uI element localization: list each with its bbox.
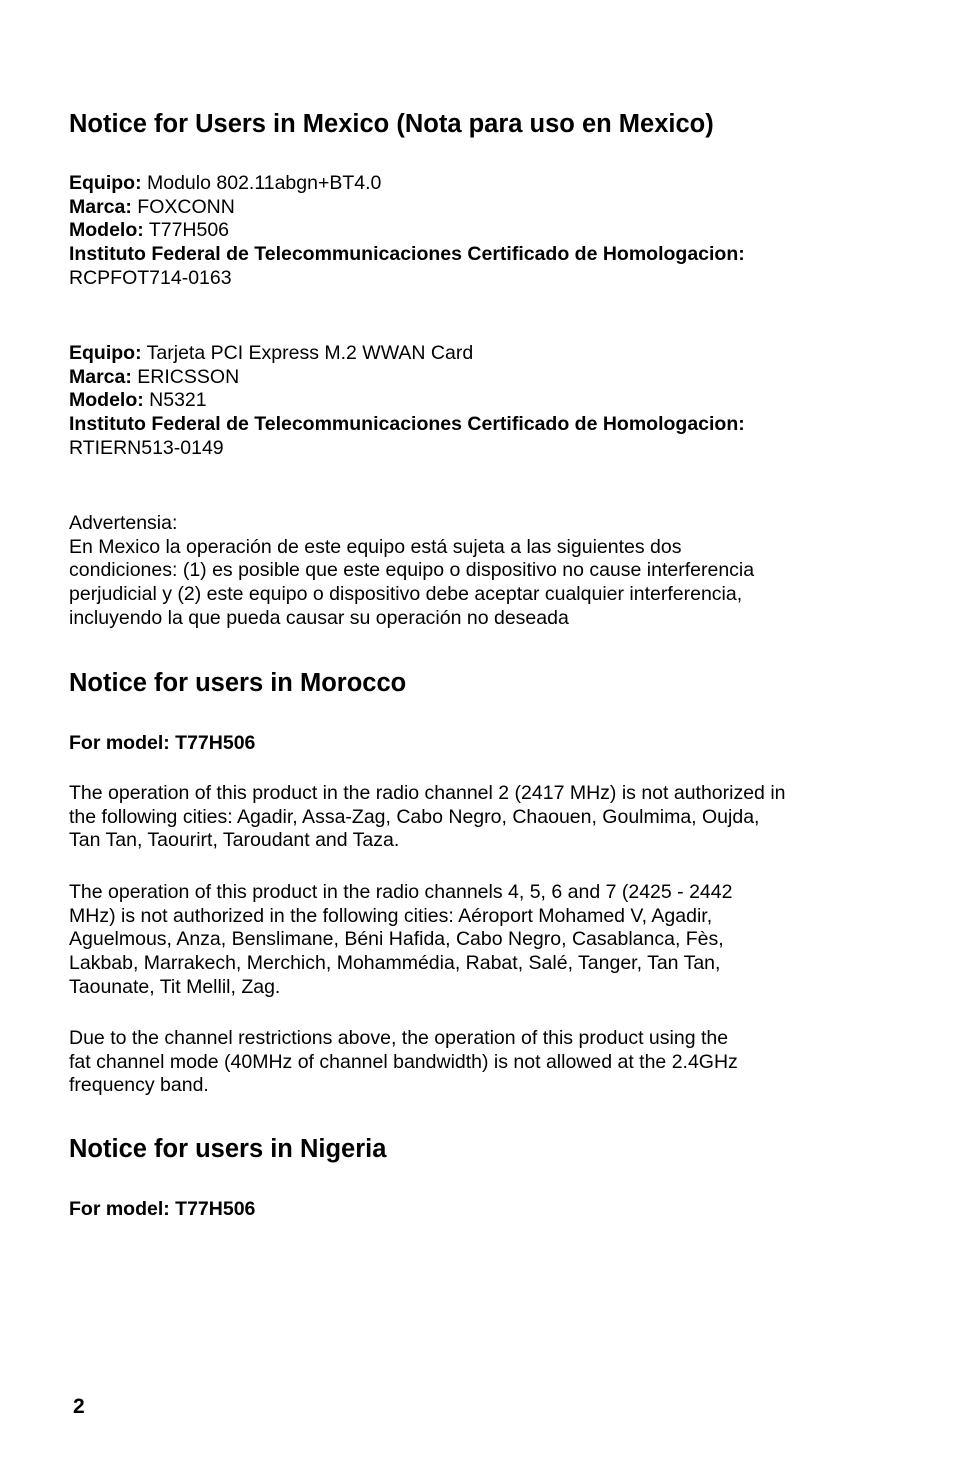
paragraph-line: fat channel mode (40MHz of channel bandwidth) is not allowed at the 2.4GHz bbox=[69, 1050, 738, 1073]
paragraph-line: Lakbab, Marrakech, Merchich, Mohammédia, Rabat, Salé, Tanger, Tan Tan, bbox=[69, 952, 721, 975]
nigeria-model-label: For model: T77H506 bbox=[69, 1198, 256, 1220]
mexico-heading: Notice for Users in Mexico (Nota para uso en Mexico) bbox=[69, 110, 714, 138]
paragraph-line: Taounate, Tit Mellil, Zag. bbox=[69, 975, 281, 998]
warning-line: incluyendo la que pueda causar su operación no deseada bbox=[69, 606, 569, 629]
equipo-value: Modulo 802.11abgn+BT4.0 bbox=[147, 172, 382, 194]
equipo-row bbox=[69, 342, 745, 366]
modelo-row bbox=[69, 389, 745, 413]
nigeria-heading: Notice for users in Nigeria bbox=[69, 1135, 387, 1163]
morocco-paragraph-1 bbox=[69, 782, 786, 853]
modelo-label: Modelo: bbox=[69, 389, 144, 412]
warning-line: perjudicial y (2) este equipo o dispositivo debe aceptar cualquier interferencia, bbox=[69, 583, 743, 606]
marca-row bbox=[69, 366, 745, 390]
warning-line: condiciones: (1) es posible que este equipo o dispositivo no cause interferencia bbox=[69, 559, 755, 582]
modelo-value: T77H506 bbox=[148, 219, 230, 242]
paragraph-line: Due to the channel restrictions above, the operation of this product using the bbox=[69, 1027, 729, 1049]
equipo-row bbox=[69, 172, 745, 196]
paragraph-line: Aguelmous, Anza, Benslimane, Béni Hafida, Cabo Negro, Casablanca, Fès, bbox=[69, 928, 724, 951]
modelo-row bbox=[69, 219, 745, 243]
warning-title: Advertensia: bbox=[69, 512, 178, 534]
paragraph-line: MHz) is not authorized in the following cities: Aéroport Mohamed V, Agadir, bbox=[69, 904, 713, 927]
marca-label: Marca: bbox=[69, 195, 132, 218]
modelo-value: N5321 bbox=[149, 389, 207, 412]
paragraph-line: The operation of this product in the radio channel 2 (2417 MHz) is not authorized in bbox=[69, 782, 786, 804]
equipo-label: Equipo: bbox=[69, 172, 142, 194]
marca-row bbox=[69, 196, 745, 220]
page-number: 2 bbox=[73, 1395, 85, 1418]
cert-value: RTIERN513-0149 bbox=[69, 436, 224, 459]
marca-value: FOXCONN bbox=[137, 195, 235, 218]
marca-value: ERICSSON bbox=[137, 365, 240, 388]
equipo-label: Equipo: bbox=[69, 342, 142, 364]
cert-label: Instituto Federal de Telecommunicaciones Certificado de Homologacion: bbox=[69, 243, 745, 266]
cert-label: Instituto Federal de Telecommunicaciones Certificado de Homologacion: bbox=[69, 413, 745, 436]
morocco-heading: Notice for users in Morocco bbox=[69, 669, 407, 697]
paragraph-line: frequency band. bbox=[69, 1074, 209, 1097]
equipo-value: Tarjeta PCI Express M.2 WWAN Card bbox=[146, 342, 474, 364]
morocco-paragraph-3 bbox=[69, 1027, 738, 1098]
mexico-warning bbox=[69, 512, 754, 631]
mexico-device-block-2 bbox=[69, 342, 745, 461]
morocco-model-label: For model: T77H506 bbox=[69, 732, 256, 754]
mexico-device-block-1 bbox=[69, 172, 745, 291]
paragraph-line: The operation of this product in the radio channels 4, 5, 6 and 7 (2425 - 2442 bbox=[69, 881, 733, 903]
marca-label: Marca: bbox=[69, 365, 132, 388]
modelo-label: Modelo: bbox=[69, 219, 144, 242]
morocco-paragraph-2 bbox=[69, 881, 732, 1000]
warning-line: En Mexico la operación de este equipo está sujeta a las siguientes dos bbox=[69, 535, 682, 558]
cert-value: RCPFOT714-0163 bbox=[69, 266, 232, 289]
paragraph-line: Tan Tan, Taourirt, Taroudant and Taza. bbox=[69, 829, 400, 852]
paragraph-line: the following cities: Agadir, Assa-Zag, Cabo Negro, Chaouen, Goulmima, Oujda, bbox=[69, 805, 760, 828]
